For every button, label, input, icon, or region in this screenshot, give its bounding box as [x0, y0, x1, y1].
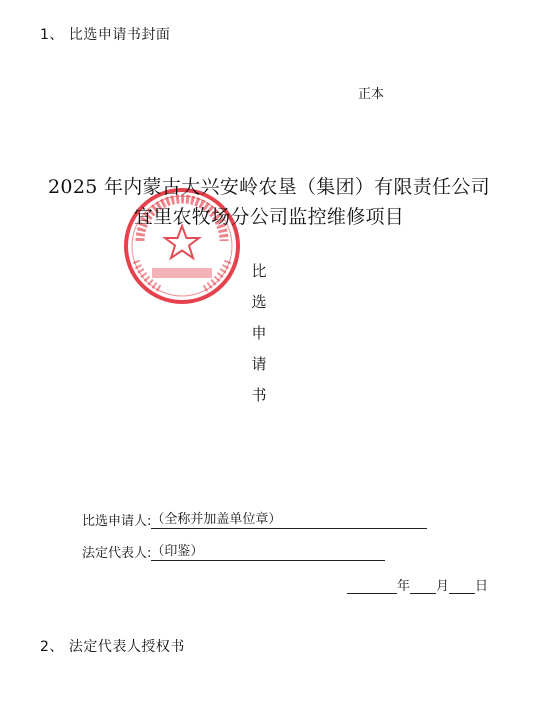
legal-representative-field — [82, 542, 385, 561]
vertical-title-char: 申 — [251, 324, 267, 342]
applicant-label: 比选申请人: — [82, 514, 152, 529]
applicant-hint: （全称并加盖单位章） — [151, 512, 282, 527]
date-line — [347, 575, 488, 594]
month-label: 月 — [436, 579, 450, 594]
section-1-heading: 1、 比选申请书封面 — [40, 27, 171, 43]
year-blank[interactable] — [347, 579, 397, 594]
month-blank[interactable] — [410, 579, 436, 594]
project-title-line-1: 2025 年内蒙古大兴安岭农垦（集团）有限责任公司 — [48, 176, 490, 198]
applicant-blank[interactable] — [151, 512, 427, 529]
year-label: 年 — [397, 579, 411, 594]
vertical-title-char: 请 — [251, 355, 267, 373]
section-2-heading: 2、 法定代表人授权书 — [40, 639, 185, 655]
day-blank[interactable] — [449, 579, 475, 594]
vertical-document-title — [248, 256, 270, 411]
project-title-line-2: 宜里农牧场分公司监控维修项目 — [133, 206, 405, 228]
vertical-title-char: 选 — [251, 293, 267, 311]
copy-mark: 正本 — [358, 87, 385, 102]
legal-rep-label: 法定代表人: — [82, 546, 152, 561]
vertical-title-char: 比 — [251, 262, 267, 280]
day-label: 日 — [475, 579, 489, 594]
applicant-field — [82, 510, 427, 529]
legal-rep-hint: （印鉴） — [151, 544, 204, 559]
vertical-title-char: 书 — [251, 386, 267, 404]
legal-rep-blank[interactable] — [151, 544, 385, 561]
